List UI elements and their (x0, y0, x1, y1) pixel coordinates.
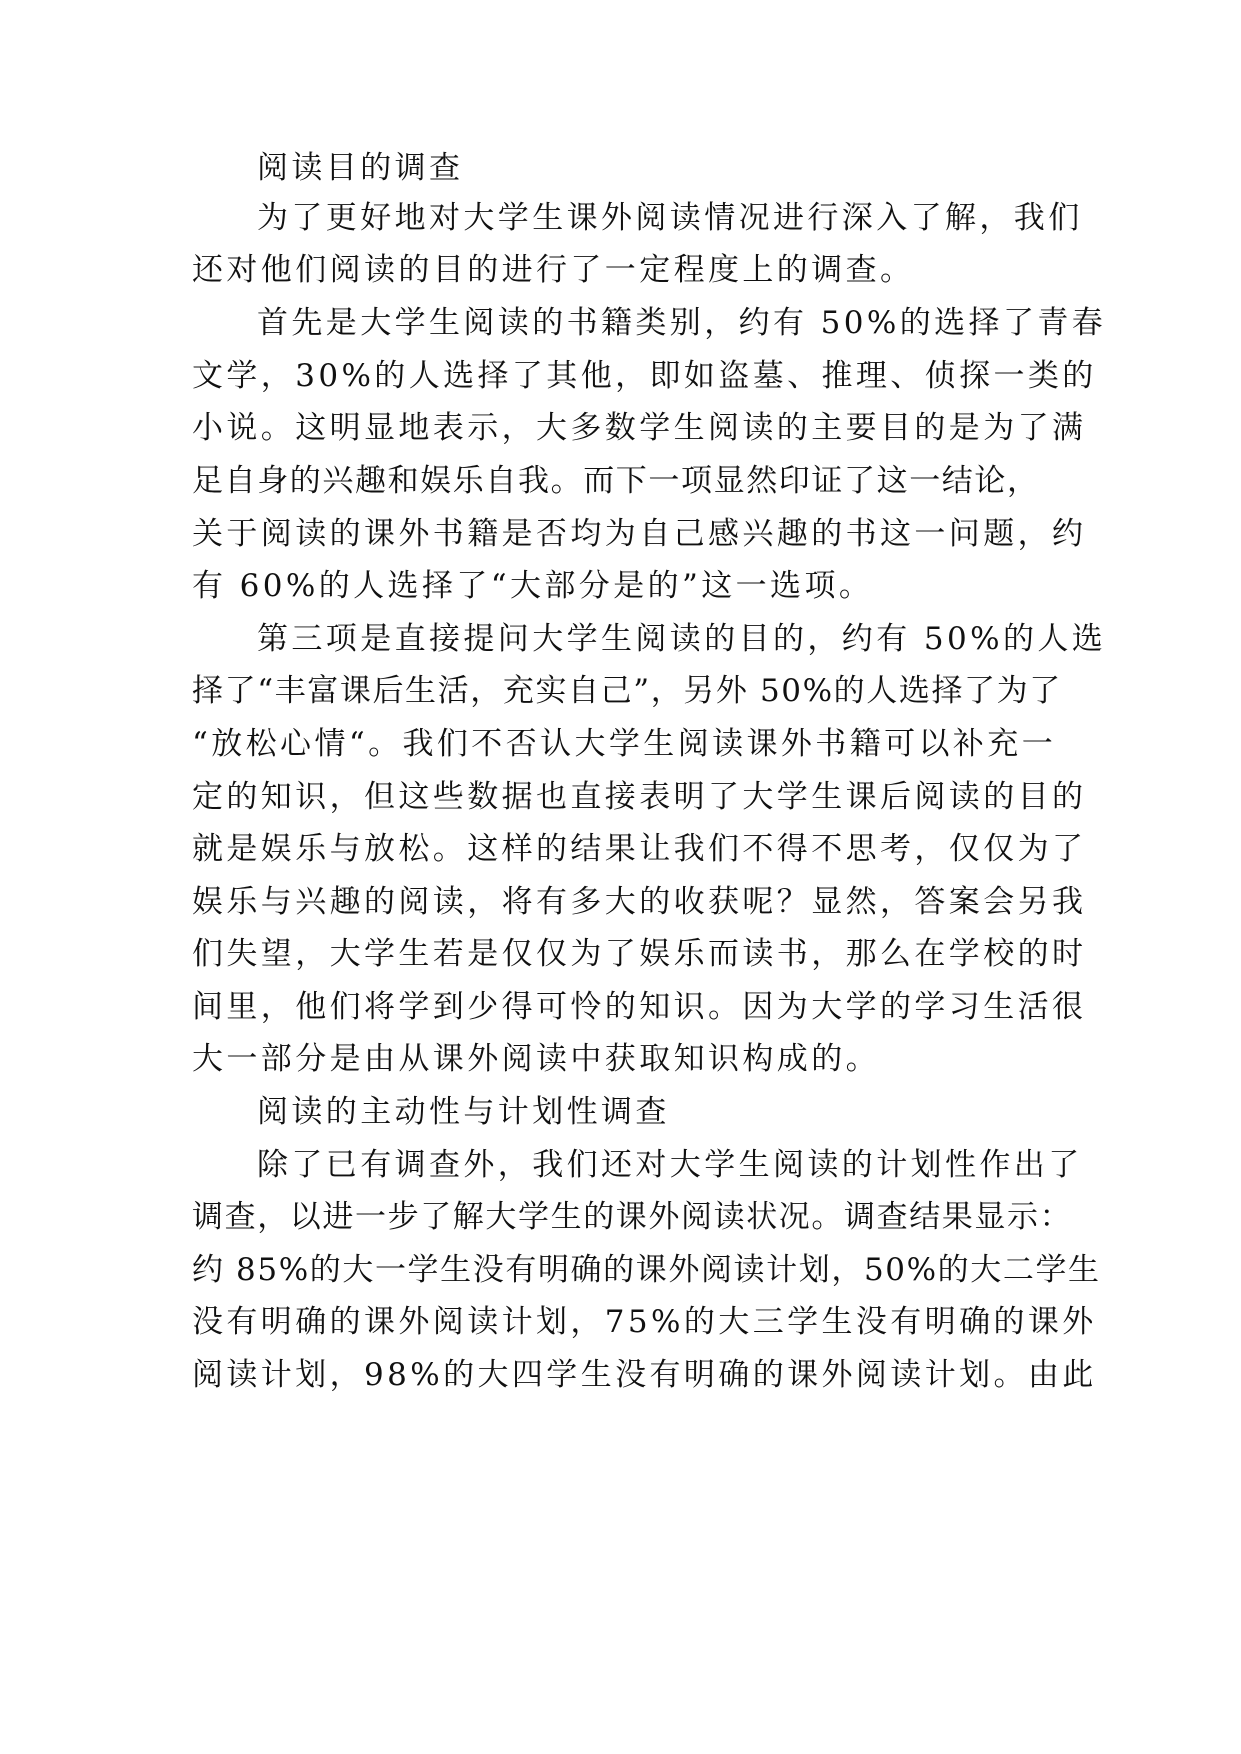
paragraph-line: 阅读计划，98%的大四学生没有明确的课外阅读计划。由此 (192, 1357, 1097, 1393)
paragraph-line: 们失望，大学生若是仅仅为了娱乐而读书，那么在学校的时 (192, 936, 1087, 972)
paragraph-line: 小说。这明显地表示，大多数学生阅读的主要目的是为了满 (192, 410, 1087, 446)
paragraph-line: 还对他们阅读的目的进行了一定程度上的调查。 (192, 252, 915, 288)
paragraph-line: 调查，以进一步了解大学生的课外阅读状况。调查结果显示： (192, 1199, 1073, 1235)
paragraph-line: “放松心情“。我们不否认大学生阅读课外书籍可以补充一 (192, 726, 1057, 762)
paragraph-line: 关于阅读的课外书籍是否均为自己感兴趣的书这一问题，约 (192, 516, 1087, 552)
paragraph-line: 大一部分是由从课外阅读中获取知识构成的。 (192, 1041, 880, 1077)
paragraph-line: 定的知识，但这些数据也直接表明了大学生课后阅读的目的 (192, 779, 1087, 815)
paragraph-line: 间里，他们将学到少得可怜的知识。因为大学的学习生活很 (192, 989, 1087, 1025)
paragraph-line: 足自身的兴趣和娱乐自我。而下一项显然印证了这一结论， (192, 463, 1040, 499)
section-heading-reading-purpose: 阅读目的调查 (257, 150, 464, 186)
paragraph-line: 娱乐与兴趣的阅读，将有多大的收获呢？显然，答案会另我 (192, 884, 1087, 920)
paragraph-line: 约 85%的大一学生没有明确的课外阅读计划，50%的大二学生 (192, 1252, 1101, 1288)
paragraph-line: 择了“丰富课后生活，充实自己”，另外 50%的人选择了为了 (192, 673, 1062, 709)
section-heading-initiative-and-planning: 阅读的主动性与计划性调查 (257, 1094, 670, 1130)
paragraph-line: 文学，30%的人选择了其他，即如盗墓、推理、侦探一类的 (192, 358, 1097, 394)
paragraph-line: 有 60%的人选择了“大部分是的”这一选项。 (192, 568, 874, 604)
paragraph-line: 除了已有调查外，我们还对大学生阅读的计划性作出了 (257, 1147, 1083, 1183)
paragraph-line: 为了更好地对大学生课外阅读情况进行深入了解，我们 (257, 200, 1083, 236)
paragraph-line: 就是娱乐与放松。这样的结果让我们不得不思考，仅仅为了 (192, 831, 1087, 867)
paragraph-line: 首先是大学生阅读的书籍类别，约有 50%的选择了青春 (257, 305, 1107, 341)
paragraph-line: 第三项是直接提问大学生阅读的目的，约有 50%的人选 (257, 621, 1107, 657)
paragraph-line: 没有明确的课外阅读计划，75%的大三学生没有明确的课外 (192, 1304, 1097, 1340)
